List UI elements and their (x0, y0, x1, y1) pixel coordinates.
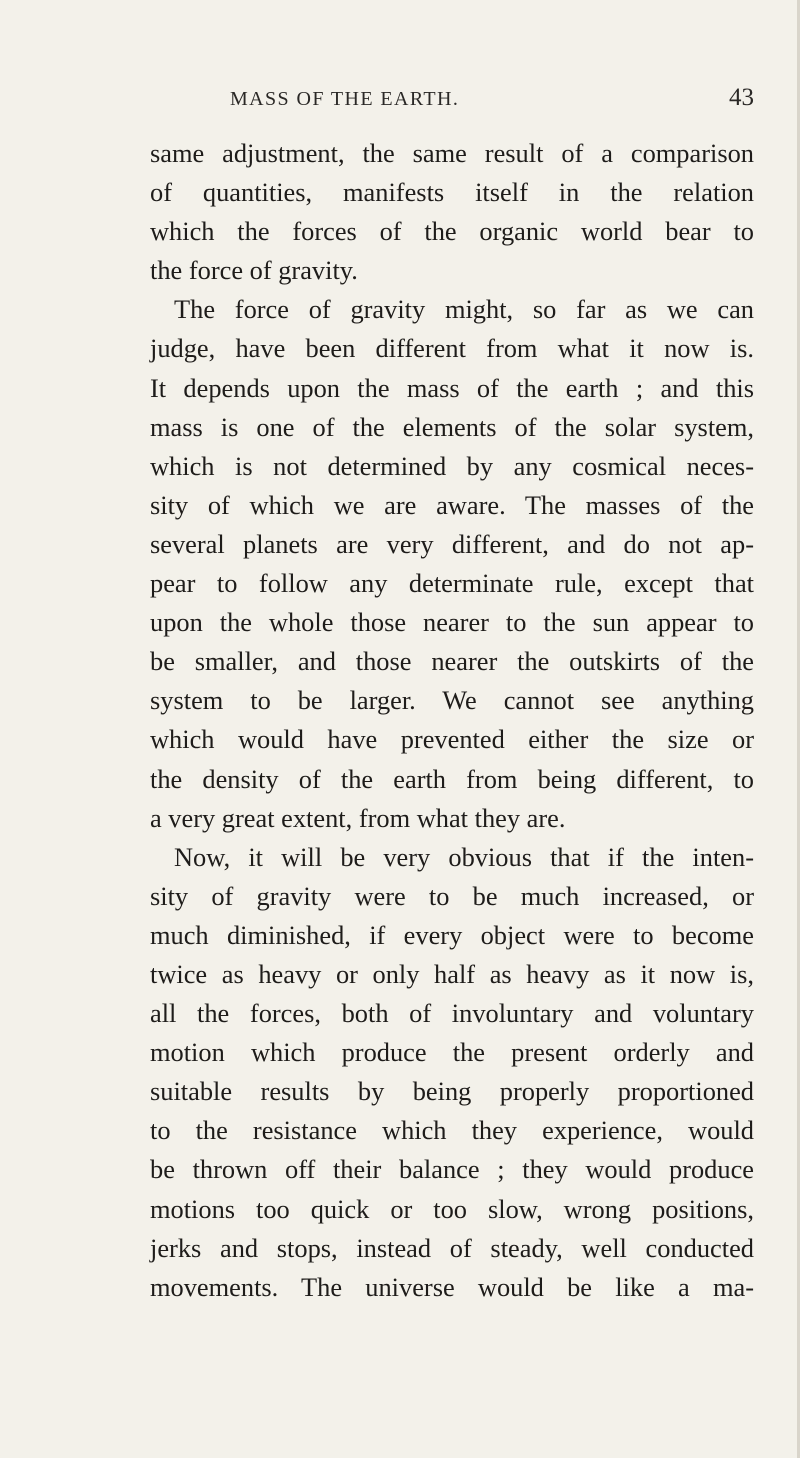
text-line: motion which produce the present orderly and (150, 1037, 754, 1068)
text-line: judge, have been different from what it now is. (150, 333, 754, 364)
text-line: which the forces of the organic world bear to (150, 216, 754, 247)
text-line: much diminished, if every object were to become (150, 919, 754, 950)
text-line: of quantities, manifests itself in the relation (150, 177, 754, 208)
text-line: mass is one of the elements of the solar system, (150, 411, 754, 442)
text-line: a very great extent, from what they are. (150, 802, 566, 833)
text-line: movements. The universe would be like a ma- (150, 1271, 754, 1302)
text-line: the density of the earth from being different, to (150, 763, 754, 794)
text-line: system to be larger. We cannot see anything (150, 685, 754, 716)
text-line: motions too quick or too slow, wrong positions, (150, 1193, 754, 1224)
text-line: sity of gravity were to be much increased, or (150, 880, 754, 911)
text-line: jerks and stops, instead of steady, well conducted (150, 1232, 754, 1263)
body-text (150, 134, 754, 1307)
text-line: be thrown off their balance ; they would produce (150, 1154, 754, 1185)
text-line: The force of gravity might, so far as we can (174, 294, 754, 325)
text-line: pear to follow any determinate rule, except that (150, 568, 754, 599)
text-line: same adjustment, the same result of a comparison (150, 138, 754, 168)
text-line: the force of gravity. (150, 255, 358, 286)
text-line: to the resistance which they experience, would (150, 1115, 754, 1146)
text-line: suitable results by being properly proportioned (150, 1076, 754, 1107)
text-line: It depends upon the mass of the earth ; and this (150, 372, 754, 403)
text-line: all the forces, both of involuntary and voluntary (150, 998, 754, 1029)
text-line: upon the whole those nearer to the sun appear to (150, 607, 754, 638)
running-head (150, 84, 754, 118)
text-line: which is not determined by any cosmical neces- (150, 450, 754, 481)
text-line: twice as heavy or only half as heavy as it now is, (150, 958, 754, 989)
page-number: 43 (729, 84, 754, 111)
text-line: be smaller, and those nearer the outskirts of the (150, 646, 754, 677)
text-line: which would have prevented either the size or (150, 724, 754, 755)
text-line: sity of which we are aware. The masses of the (150, 489, 754, 520)
running-title: MASS OF THE EARTH. (230, 88, 460, 110)
text-line: several planets are very different, and do not ap- (150, 528, 754, 559)
text-line: Now, it will be very obvious that if the inten- (174, 841, 754, 872)
